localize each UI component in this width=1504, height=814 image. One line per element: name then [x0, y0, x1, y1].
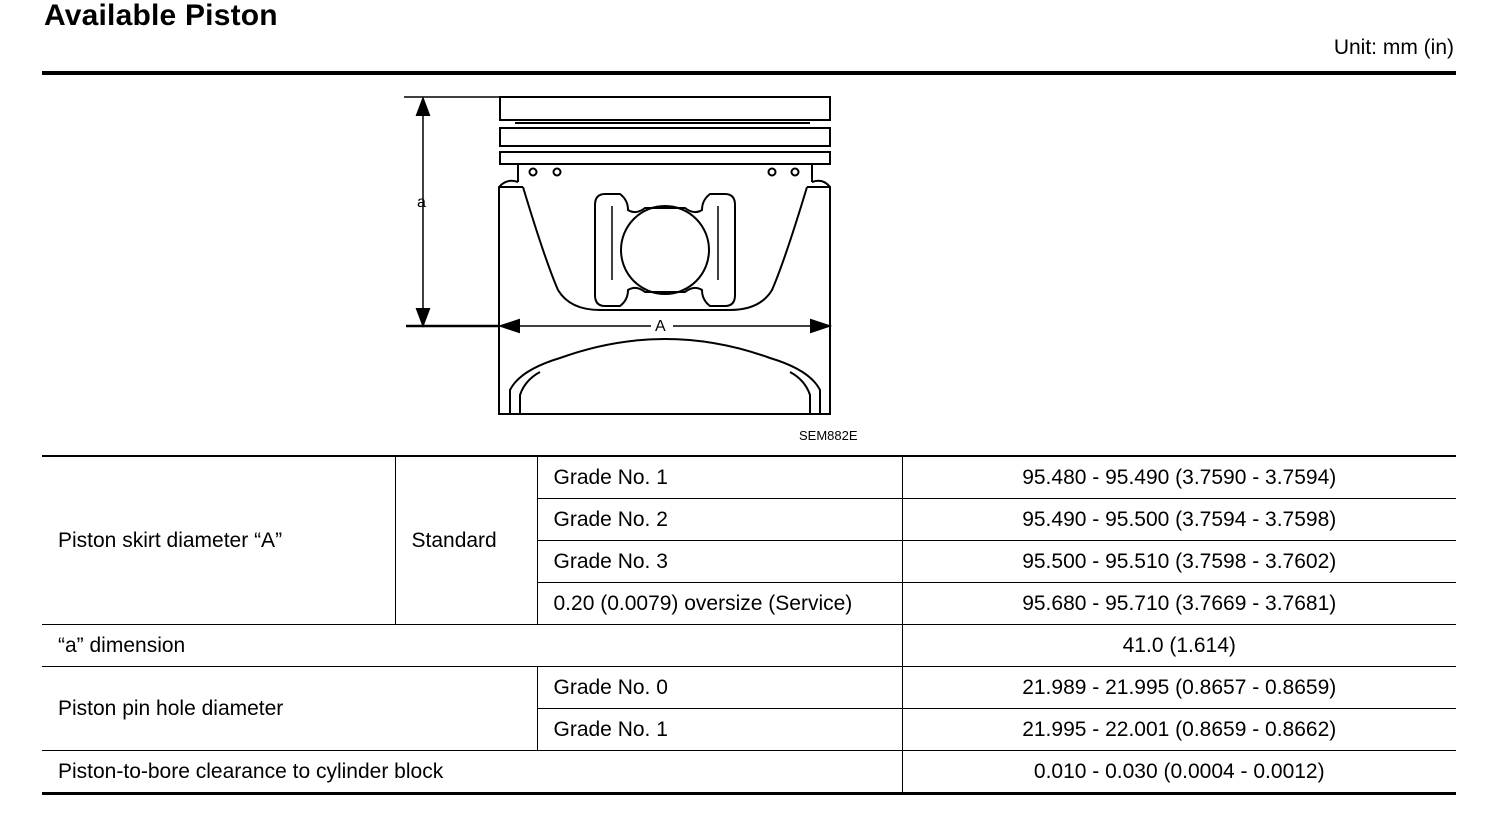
- value-cell: 95.680 - 95.710 (3.7669 - 3.7681): [902, 583, 1456, 625]
- figure-code: SEM882E: [799, 428, 858, 443]
- grade-cell: 0.20 (0.0079) oversize (Service): [537, 583, 902, 625]
- table-row: [42, 456, 1456, 499]
- value-cell: 95.480 - 95.490 (3.7590 - 3.7594): [902, 456, 1456, 499]
- value-cell: 21.995 - 22.001 (0.8659 - 0.8662): [902, 709, 1456, 751]
- piston-diagram: [400, 90, 880, 450]
- value-cell: 95.500 - 95.510 (3.7598 - 3.7602): [902, 541, 1456, 583]
- skirt-standard-label: Standard: [395, 456, 537, 625]
- value-cell: 41.0 (1.614): [902, 625, 1456, 667]
- a-dimension-label: “a” dimension: [42, 625, 902, 667]
- page-title: Available Piston: [44, 0, 278, 32]
- table-row: [42, 751, 1456, 794]
- table-row: [42, 667, 1456, 709]
- pin-hole-label: Piston pin hole diameter: [42, 667, 537, 751]
- value-cell: 21.989 - 21.995 (0.8657 - 0.8659): [902, 667, 1456, 709]
- grade-cell: Grade No. 0: [537, 667, 902, 709]
- grade-cell: Grade No. 1: [537, 456, 902, 499]
- piston-spec-table: [42, 455, 1456, 795]
- height-label: a: [417, 194, 426, 211]
- skirt-diameter-label: Piston skirt diameter “A”: [42, 456, 395, 625]
- value-cell: 0.010 - 0.030 (0.0004 - 0.0012): [902, 751, 1456, 794]
- grade-cell: Grade No. 2: [537, 499, 902, 541]
- grade-cell: Grade No. 3: [537, 541, 902, 583]
- clearance-label: Piston-to-bore clearance to cylinder block: [42, 751, 902, 794]
- diameter-label: A: [655, 318, 666, 335]
- top-rule: [42, 71, 1456, 75]
- value-cell: 95.490 - 95.500 (3.7594 - 3.7598): [902, 499, 1456, 541]
- grade-cell: Grade No. 1: [537, 709, 902, 751]
- unit-label: Unit: mm (in): [1333, 36, 1454, 59]
- table-row: [42, 625, 1456, 667]
